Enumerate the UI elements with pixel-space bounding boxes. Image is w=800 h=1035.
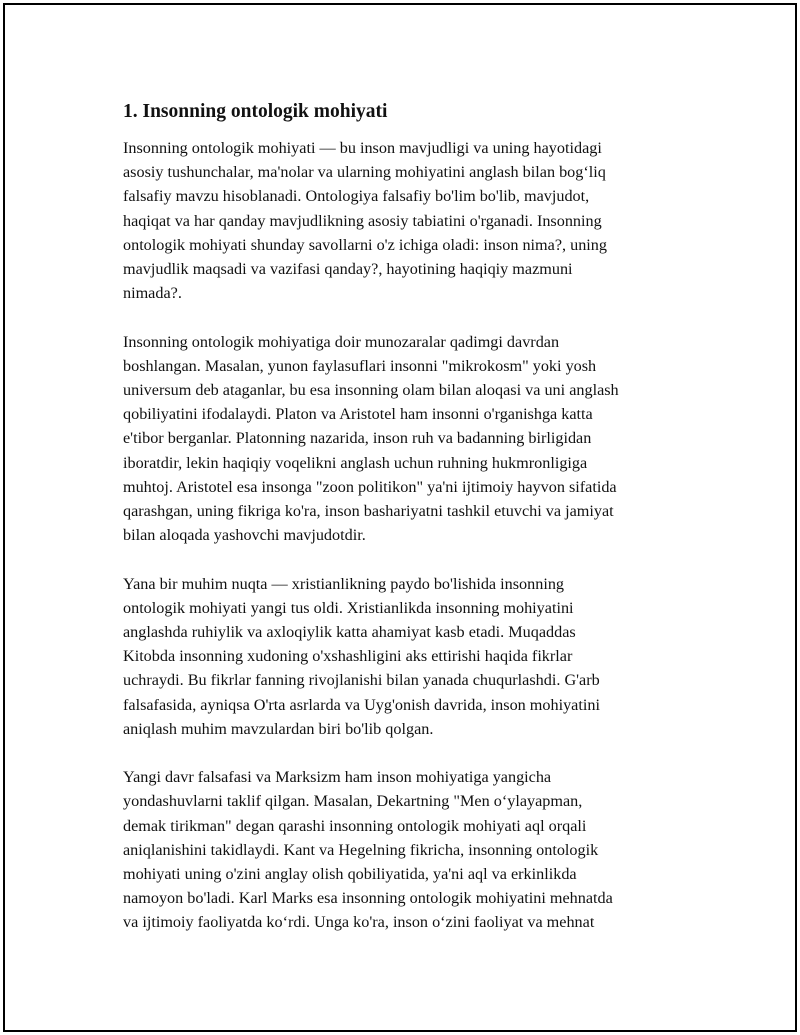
paragraph-line: anglashda ruhiylik va axloqiylik katta ahamiyat kasb etadi. Muqaddas [123, 623, 576, 642]
paragraph-list [123, 136, 703, 935]
paragraph-line: asosiy tushunchalar, ma'nolar va ularning mohiyatini anglash bilan bog‘liq [123, 163, 606, 182]
paragraph-line: va ijtimoiy faoliyatda ko‘rdi. Unga ko'ra, inson o‘zini faoliyat va mehnat [123, 913, 595, 932]
paragraph-line: mavjudlik maqsadi va vazifasi qanday?, hayotining haqiqiy mazmuni [123, 260, 573, 279]
paragraph-line: uchraydi. Bu fikrlar fanning rivojlanishi bilan yanada chuqurlashdi. G'arb [123, 671, 600, 690]
paragraph-line: bilan aloqada yashovchi mavjudotdir. [123, 526, 366, 545]
page-frame [3, 3, 797, 1032]
paragraph-line: qobiliyatini ifodalaydi. Platon va Aristotel ham insonni o'rganishga katta [123, 405, 593, 424]
paragraph [123, 765, 703, 934]
paragraph-line: namoyon bo'ladi. Karl Marks esa insonning ontologik mohiyatini mehnatda [123, 889, 613, 908]
section-heading: 1. Insonning ontologik mohiyati [123, 101, 388, 122]
paragraph-line: Insonning ontologik mohiyatiga doir munozaralar qadimgi davrdan [123, 332, 560, 351]
document-body [123, 100, 703, 959]
paragraph-line: demak tirikman" degan qarashi insonning ontologik mohiyati aql orqali [123, 816, 587, 835]
paragraph-line: falsafasida, ayniqsa O'rta asrlarda va Uyg'onish davrida, inson mohiyatini [123, 695, 600, 714]
paragraph-line: aniqlash muhim mavzulardan biri bo'lib qolgan. [123, 719, 434, 738]
paragraph-line: falsafiy mavzu hisoblanadi. Ontologiya falsafiy bo'lim bo'lib, mavjudot, [123, 187, 590, 206]
paragraph-line: universum deb ataganlar, bu esa insonning olam bilan aloqasi va uni anglash [123, 381, 619, 400]
paragraph-line: muhtoj. Aristotel esa insonga "zoon politikon" ya'ni ijtimoiy hayvon sifatida [123, 477, 617, 496]
paragraph [123, 572, 703, 741]
paragraph-line: ontologik mohiyati yangi tus oldi. Xristianlikda insonning mohiyatini [123, 598, 574, 617]
paragraph [123, 136, 703, 305]
paragraph-line: e'tibor berganlar. Platonning nazarida, inson ruh va badanning birligidan [123, 429, 592, 448]
paragraph-line: qarashgan, uning fikriga ko'ra, inson bashariyatni tashkil etuvchi va jamiyat [123, 502, 614, 521]
paragraph-line: nimada?. [123, 284, 182, 303]
paragraph-line: ontologik mohiyati shunday savollarni o'z ichiga oladi: inson nima?, uning [123, 235, 607, 254]
paragraph-line: iboratdir, lekin haqiqiy voqelikni anglash uchun ruhning hukmronligiga [123, 453, 588, 472]
paragraph-line: Kitobda insonning xudoning o'xshashligini aks ettirishi haqida fikrlar [123, 647, 573, 666]
paragraph-line: yondashuvlarni taklif qilgan. Masalan, Dekartning "Men o‘ylayapman, [123, 792, 583, 811]
paragraph-line: Yana bir muhim nuqta — xristianlikning paydo bo'lishida insonning [123, 574, 565, 593]
paragraph-line: mohiyati uning o'zini anglay olish qobiliyatida, ya'ni aql va erkinlikda [123, 865, 577, 884]
paragraph-line: aniqlanishini takidlaydi. Kant va Hegelning fikricha, insonning ontologik [123, 840, 599, 859]
paragraph-line: Insonning ontologik mohiyati — bu inson mavjudligi va uning hayotidagi [123, 139, 602, 157]
paragraph [123, 330, 703, 548]
paragraph-line: haqiqat va har qanday mavjudlikning asosiy tabiatini o'rganadi. Insonning [123, 211, 602, 230]
paragraph-line: boshlangan. Masalan, yunon faylasuflari insonni "mikrokosm" yoki yosh [123, 356, 597, 375]
paragraph-line: Yangi davr falsafasi va Marksizm ham inson mohiyatiga yangicha [123, 768, 552, 787]
